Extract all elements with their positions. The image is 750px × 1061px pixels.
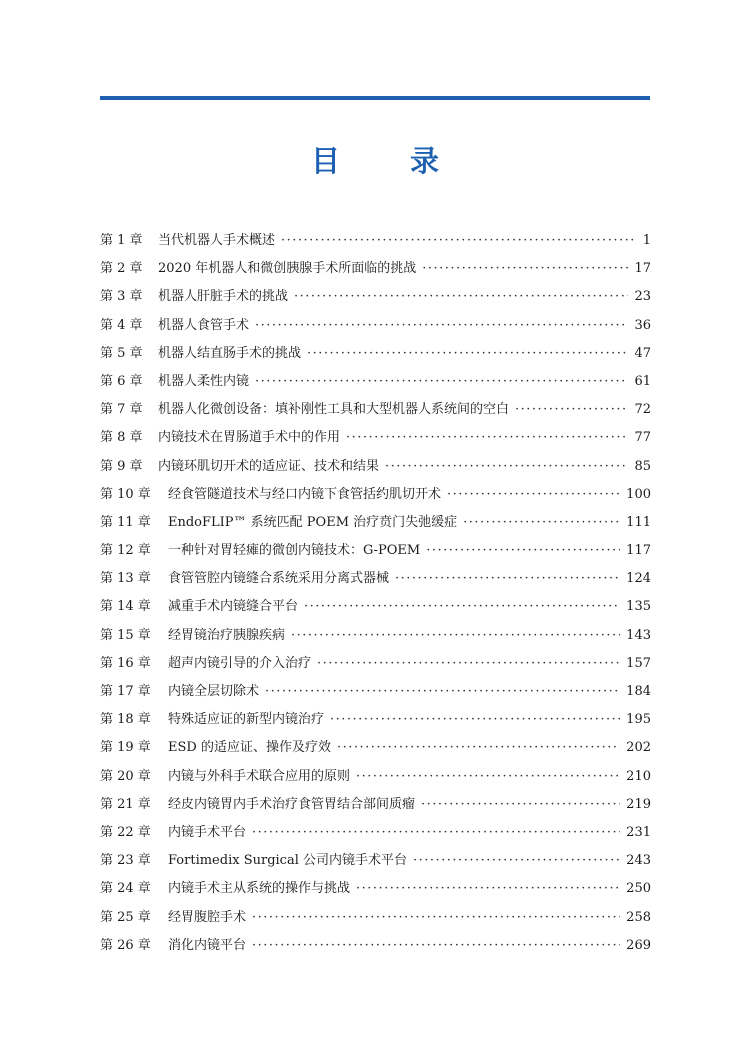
toc-entry[interactable] bbox=[100, 283, 651, 311]
toc-chapter-number: 第 16 章 bbox=[100, 655, 151, 671]
toc-page-number: 117 bbox=[626, 543, 651, 559]
toc-dot-leader bbox=[252, 819, 620, 847]
toc-chapter-number: 第 5 章 bbox=[100, 345, 143, 361]
toc-dot-leader bbox=[422, 255, 628, 283]
toc-dot-leader bbox=[515, 396, 628, 424]
toc-entry[interactable] bbox=[100, 509, 651, 537]
toc-entry[interactable] bbox=[100, 622, 651, 650]
toc-chapter-number: 第 25 章 bbox=[100, 909, 151, 925]
toc-chapter-title: 机器人肝脏手术的挑战 bbox=[158, 289, 289, 305]
toc-chapter-title: 内镜环肌切开术的适应证、技术和结果 bbox=[158, 458, 380, 474]
toc-dot-leader bbox=[252, 904, 620, 932]
toc-chapter-number: 第 21 章 bbox=[100, 796, 151, 812]
toc-dot-leader bbox=[463, 509, 620, 537]
toc-dot-leader bbox=[291, 622, 620, 650]
toc-entry[interactable] bbox=[100, 396, 651, 424]
toc-entry[interactable] bbox=[100, 650, 651, 678]
toc-chapter-title: 机器人化微创设备：填补刚性工具和大型机器人系统间的空白 bbox=[158, 402, 510, 418]
toc-dot-leader bbox=[395, 565, 620, 593]
toc-entry[interactable] bbox=[100, 424, 651, 452]
toc-entry[interactable] bbox=[100, 904, 651, 932]
toc-page-number: 157 bbox=[626, 655, 651, 671]
toc-chapter-title: 经胃腹腔手术 bbox=[168, 909, 247, 925]
toc-dot-leader bbox=[356, 763, 620, 791]
toc-chapter-number: 第 1 章 bbox=[100, 233, 143, 248]
toc-page-number: 61 bbox=[634, 373, 651, 389]
toc-page-number: 184 bbox=[626, 684, 651, 699]
toc-dot-leader bbox=[330, 706, 620, 734]
toc-dot-leader bbox=[421, 791, 620, 819]
toc-page-number: 17 bbox=[634, 261, 651, 277]
toc-dot-leader bbox=[304, 593, 620, 621]
toc-dot-leader bbox=[255, 368, 628, 396]
toc-dot-leader bbox=[426, 537, 620, 565]
toc-entry[interactable] bbox=[100, 734, 651, 762]
toc-page-number: 36 bbox=[634, 317, 651, 333]
toc-entry[interactable] bbox=[100, 819, 651, 847]
toc-dot-leader bbox=[317, 650, 620, 678]
table-of-contents bbox=[100, 227, 651, 960]
toc-entry[interactable] bbox=[100, 593, 651, 621]
toc-entry[interactable] bbox=[100, 255, 651, 283]
toc-page-number: 135 bbox=[626, 599, 651, 615]
toc-page-number: 210 bbox=[626, 768, 651, 784]
toc-chapter-title: 经胃镜治疗胰腺疾病 bbox=[168, 627, 286, 643]
toc-chapter-title: 内镜技术在胃肠道手术中的作用 bbox=[158, 430, 341, 446]
toc-entry[interactable] bbox=[100, 565, 651, 593]
toc-dot-leader bbox=[265, 678, 620, 706]
toc-chapter-number: 第 4 章 bbox=[100, 317, 143, 333]
toc-entry[interactable] bbox=[100, 706, 651, 734]
toc-chapter-title: 机器人柔性内镜 bbox=[158, 373, 250, 389]
toc-chapter-title: 经食管隧道技术与经口内镜下食管括约肌切开术 bbox=[168, 486, 442, 502]
toc-chapter-number: 第 12 章 bbox=[100, 543, 151, 559]
toc-dot-leader bbox=[281, 227, 637, 255]
toc-chapter-title: 特殊适应证的新型内镜治疗 bbox=[168, 712, 325, 728]
toc-page-number: 100 bbox=[626, 486, 651, 502]
toc-entry[interactable] bbox=[100, 227, 651, 255]
toc-page-number: 111 bbox=[626, 514, 651, 530]
toc-entry[interactable] bbox=[100, 678, 651, 706]
toc-entry[interactable] bbox=[100, 791, 651, 819]
header-rule bbox=[100, 96, 650, 100]
toc-page-number: 72 bbox=[634, 402, 651, 418]
toc-entry[interactable] bbox=[100, 875, 651, 903]
toc-chapter-number: 第 6 章 bbox=[100, 373, 143, 389]
toc-dot-leader bbox=[447, 481, 620, 509]
toc-page-number: 143 bbox=[626, 627, 651, 643]
toc-chapter-title: 内镜全层切除术 bbox=[168, 684, 260, 699]
toc-page-number: 231 bbox=[626, 824, 651, 840]
toc-dot-leader bbox=[307, 340, 628, 368]
toc-entry[interactable] bbox=[100, 312, 651, 340]
toc-chapter-number: 第 14 章 bbox=[100, 599, 151, 615]
toc-chapter-number: 第 26 章 bbox=[100, 937, 151, 953]
toc-page-number: 202 bbox=[626, 740, 651, 756]
toc-entry[interactable] bbox=[100, 763, 651, 791]
toc-chapter-title: 一种针对胃轻瘫的微创内镜技术：G-POEM bbox=[168, 543, 421, 559]
toc-chapter-number: 第 8 章 bbox=[100, 430, 143, 446]
toc-chapter-title: 机器人食管手术 bbox=[158, 317, 250, 333]
toc-page-number: 47 bbox=[634, 345, 651, 361]
toc-chapter-number: 第 15 章 bbox=[100, 627, 151, 643]
toc-page-number: 269 bbox=[626, 937, 651, 953]
toc-chapter-title: 食管管腔内镜缝合系统采用分离式器械 bbox=[168, 571, 390, 587]
toc-chapter-number: 第 18 章 bbox=[100, 712, 151, 728]
toc-chapter-title: 内镜与外科手术联合应用的原则 bbox=[168, 768, 351, 784]
toc-chapter-title: 消化内镜平台 bbox=[168, 937, 247, 953]
toc-entry[interactable] bbox=[100, 481, 651, 509]
toc-dot-leader bbox=[346, 424, 628, 452]
toc-dot-leader bbox=[385, 453, 628, 481]
toc-chapter-number: 第 13 章 bbox=[100, 571, 151, 587]
toc-chapter-title: ESD 的适应证、操作及疗效 bbox=[168, 740, 331, 756]
toc-dot-leader bbox=[255, 312, 628, 340]
toc-chapter-title: 减重手术内镜缝合平台 bbox=[168, 599, 299, 615]
toc-dot-leader bbox=[294, 283, 628, 311]
toc-chapter-title: 内镜手术平台 bbox=[168, 824, 247, 840]
toc-chapter-title: 经皮内镜胃内手术治疗食管胃结合部间质瘤 bbox=[168, 796, 416, 812]
toc-page-number: 1 bbox=[642, 233, 651, 248]
toc-page-number: 219 bbox=[626, 796, 651, 812]
toc-chapter-number: 第 9 章 bbox=[100, 458, 143, 474]
page-title: 目 录 bbox=[310, 144, 470, 178]
toc-chapter-title: 当代机器人手术概述 bbox=[158, 233, 276, 248]
toc-chapter-title: 机器人结直肠手术的挑战 bbox=[158, 345, 302, 361]
toc-chapter-number: 第 19 章 bbox=[100, 740, 151, 756]
toc-dot-leader bbox=[252, 932, 620, 960]
toc-page-number: 250 bbox=[626, 881, 651, 897]
toc-page-number: 195 bbox=[626, 712, 651, 728]
toc-chapter-number: 第 2 章 bbox=[100, 261, 143, 277]
toc-dot-leader bbox=[337, 734, 620, 762]
toc-chapter-title: Fortimedix Surgical 公司内镜手术平台 bbox=[168, 853, 407, 869]
toc-page-number: 23 bbox=[634, 289, 651, 305]
toc-chapter-number: 第 7 章 bbox=[100, 402, 143, 418]
toc-dot-leader bbox=[356, 875, 620, 903]
toc-page-number: 85 bbox=[634, 458, 651, 474]
toc-page-number: 243 bbox=[626, 853, 651, 869]
toc-entry[interactable] bbox=[100, 537, 651, 565]
toc-entry[interactable] bbox=[100, 932, 651, 960]
toc-chapter-title: 2020 年机器人和微创胰腺手术所面临的挑战 bbox=[158, 261, 417, 277]
toc-entry[interactable] bbox=[100, 368, 651, 396]
toc-dot-leader bbox=[413, 847, 620, 875]
toc-chapter-title: 超声内镜引导的介入治疗 bbox=[168, 655, 312, 671]
toc-chapter-number: 第 22 章 bbox=[100, 824, 151, 840]
toc-chapter-title: 内镜手术主从系统的操作与挑战 bbox=[168, 881, 351, 897]
toc-chapter-number: 第 11 章 bbox=[100, 514, 151, 530]
toc-entry[interactable] bbox=[100, 847, 651, 875]
toc-entry[interactable] bbox=[100, 340, 651, 368]
toc-entry[interactable] bbox=[100, 453, 651, 481]
toc-chapter-number: 第 17 章 bbox=[100, 684, 151, 699]
toc-chapter-number: 第 3 章 bbox=[100, 289, 143, 305]
toc-chapter-number: 第 23 章 bbox=[100, 853, 151, 869]
toc-chapter-number: 第 24 章 bbox=[100, 881, 151, 897]
toc-page-number: 258 bbox=[626, 909, 651, 925]
toc-chapter-title: EndoFLIP™ 系统匹配 POEM 治疗贲门失弛缓症 bbox=[168, 514, 458, 530]
toc-page-number: 77 bbox=[634, 430, 651, 446]
toc-chapter-number: 第 20 章 bbox=[100, 768, 151, 784]
toc-chapter-number: 第 10 章 bbox=[100, 486, 151, 502]
toc-page-number: 124 bbox=[626, 571, 651, 587]
